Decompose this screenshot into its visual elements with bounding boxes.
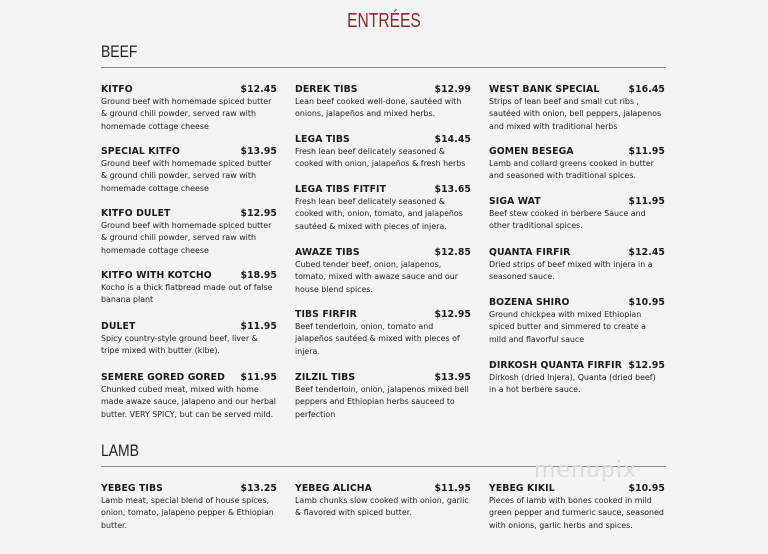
item-name: YEBEG TIBS [101,483,163,494]
item-price: $12.45 [628,247,665,258]
item-price: $11.95 [240,321,277,332]
item-price: $12.45 [240,84,277,95]
menu-item [295,84,471,121]
section-title-beef: BEEF [101,42,138,61]
item-price: $13.95 [240,146,277,157]
item-description: Lamb chunks slow cooked with onion, garlic & flavored with spiced butter. [295,496,469,518]
menu-item [489,483,665,532]
menu-item [101,208,277,257]
item-price: $13.95 [434,372,471,383]
item-price: $14.45 [434,134,471,145]
menu-item [295,184,471,233]
item-price: $11.95 [628,146,665,157]
menu-item [489,360,665,397]
item-name: GOMEN BESEGA [489,146,574,157]
item-price: $11.95 [434,483,471,494]
item-name: KITFO [101,84,133,95]
menu-item [295,372,471,421]
menu-item [489,146,665,183]
item-name: KITFO DULET [101,208,171,219]
item-description: Lean beef cooked well-done, sautéed with onions, jalapeños and mixed herbs. [295,97,462,119]
menu-item [101,146,277,195]
item-name: WEST BANK SPECIAL [489,84,600,95]
item-description: Chunked cubed meat, mixed with home made awaze sauce, jalapeno and our herbal butter. VERY SPICY, but can be served mild. [101,385,277,419]
item-price: $13.65 [434,184,471,195]
item-name: SIGA WAT [489,196,541,207]
item-name: DIRKOSH QUANTA FIRFIR [489,360,622,371]
menu-item [101,321,277,358]
item-description: Beef stew cooked in berbere Sauce and other traditional spices. [489,209,646,231]
item-name: DULET [101,321,136,332]
item-name: YEBEG ALICHA [295,483,372,494]
item-name: KITFO WITH KOTCHO [101,270,212,281]
item-price: $11.95 [240,372,277,383]
item-price: $13.25 [240,483,277,494]
item-name: QUANTA FIRFIR [489,247,571,258]
item-price: $18.95 [240,270,277,281]
item-name: TIBS FIRFIR [295,309,357,320]
item-name: LEGA TIBS [295,134,350,145]
item-description: Ground chickpea with mixed Ethiopian spiced butter and simmered to create a mild and flavorful sauce [489,310,646,344]
menu-item [101,270,277,307]
item-price: $10.95 [628,483,665,494]
item-description: Kocho is a thick flatbread made out of false banana plant [101,283,273,305]
menu-item [101,372,277,421]
item-description: Beef tenderloin, onion, tomato and jalapeños sautéed & mixed with pieces of injera. [295,322,460,356]
menu-item [489,84,665,133]
item-name: DEREK TIBS [295,84,358,95]
item-description: Ground beef with homemade spiced butter & ground chili powder, served raw with homemade cottage cheese [101,159,272,193]
item-price: $12.95 [628,360,665,371]
item-price: $11.95 [628,196,665,207]
item-price: $12.95 [434,309,471,320]
item-name: AWAZE TIBS [295,247,360,258]
item-description: Ground beef with homemade spiced butter & ground chili powder, served raw with homemade cottage cheese [101,97,272,131]
page-title: ENTRÉES [347,10,421,32]
menu-item [489,297,665,346]
item-description: Dirkosh (dried Injera), Quanta (dried beef) in a hot berbere sauce. [489,373,656,395]
item-price: $12.85 [434,247,471,258]
item-name: ZILZIL TIBS [295,372,356,383]
item-description: Fresh lean beef delicately seasoned & cooked with, onion, tomato, and jalapeños sautéed & mixed with pieces of injera. [295,197,463,231]
item-price: $16.45 [628,84,665,95]
menu-item [101,84,277,133]
item-price: $12.99 [434,84,471,95]
item-description: Fresh lean beef delicately seasoned & cooked with onion, jalapeños & fresh herbs [295,147,466,169]
menu-item [101,483,277,532]
item-name: LEGA TIBS FITFIT [295,184,387,195]
item-description: Spicy country-style ground beef, liver & tripe mixed with butter (kibe). [101,334,258,356]
menu-item [295,483,471,520]
item-description: Lamb and collard greens cooked in butter and seasoned with traditional spices. [489,159,654,181]
menu-item [295,309,471,358]
item-description: Cubed tender beef, onion, jalapenos, tomato, mixed with awaze sauce and our house blend spices. [295,260,459,294]
section-divider-beef [101,67,666,68]
item-name: BOZENA SHIRO [489,297,570,308]
menu-item [295,247,471,296]
item-description: Dried strips of beef mixed with injera in a seasoned sauce. [489,260,653,282]
item-name: SPECIAL KITFO [101,146,181,157]
watermark-logo: menupix [534,458,637,483]
menu-item [295,134,471,171]
item-price: $10.95 [628,297,665,308]
item-description: Lamb meat, special blend of house spices, onion, tomato, jalapeno pepper & Ethiopian butter. [101,496,274,530]
item-price: $12.95 [240,208,277,219]
item-description: Pieces of lamb with bones cooked in mild green pepper and turmeric sauce, seasoned with onions, garlic herbs and spices. [489,496,664,530]
item-name: YEBEG KIKIL [489,483,555,494]
item-description: Strips of lean beef and small cut ribs , sautéed with onion, bell peppers, jalapenos and mixed with traditional herbs [489,97,662,131]
menu-item [489,247,665,284]
item-description: Ground beef with homemade spiced butter & ground chili powder, served raw with homemade cottage cheese [101,221,272,255]
item-description: Beef tenderloin, onion, jalapenos mixed bell peppers and Ethiopian herbs sauceed to perfection [295,385,469,419]
item-name: SEMERE GORED GORED [101,372,225,383]
menu-item [489,196,665,233]
section-title-lamb: LAMB [101,441,139,460]
